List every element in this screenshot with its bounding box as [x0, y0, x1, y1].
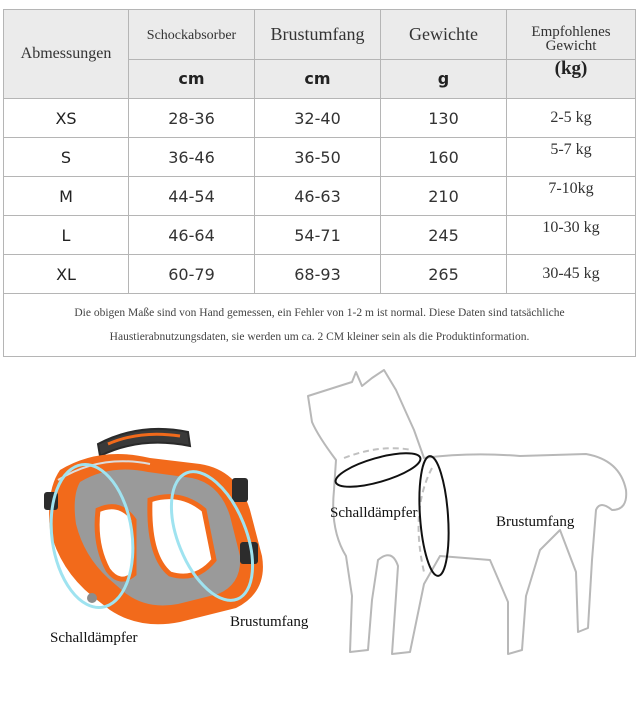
table-row [4, 99, 636, 138]
table-row [4, 138, 636, 177]
table-row [4, 177, 636, 216]
shock-value: 44-54 [129, 177, 255, 216]
unit-chest: cm [255, 60, 381, 99]
weight-value: 160 [381, 138, 507, 177]
header-shock-absorber: Schockabsorber [129, 10, 255, 60]
shock-value: 60-79 [129, 255, 255, 294]
illustration-area [0, 360, 640, 712]
recommended-value: 30-45 kg [507, 255, 636, 294]
table-row [4, 255, 636, 294]
weight-value: 130 [381, 99, 507, 138]
weight-value: 265 [381, 255, 507, 294]
size-label: M [4, 177, 129, 216]
size-label: XS [4, 99, 129, 138]
header-row [4, 10, 636, 60]
dog-neck-label: Schalldämpfer [330, 505, 418, 521]
shock-value: 28-36 [129, 99, 255, 138]
unit-weight: g [381, 60, 507, 99]
unit-shock-absorber: cm [129, 60, 255, 99]
harness-buckle [232, 478, 248, 502]
chest-value: 68-93 [255, 255, 381, 294]
harness-neck-label: Schalldämpfer [50, 630, 138, 646]
size-chart-table [3, 9, 636, 357]
harness-chest-label: Brustumfang [230, 614, 309, 630]
dog-chest-label: Brustumfang [496, 514, 575, 530]
size-label: S [4, 138, 129, 177]
size-label: XL [4, 255, 129, 294]
header-dimensions: Abmessungen [4, 10, 129, 99]
recommended-value: 5-7 kg [507, 138, 636, 177]
chest-value: 46-63 [255, 177, 381, 216]
dog-neck-ring [332, 446, 423, 493]
chest-value: 32-40 [255, 99, 381, 138]
table-row [4, 216, 636, 255]
unit-recommended: (kg) [507, 60, 636, 99]
header-recommended-weight: Empfohlenes Gewicht [507, 10, 636, 60]
header-chest: Brustumfang [255, 10, 381, 60]
chest-value: 36-50 [255, 138, 381, 177]
size-label: L [4, 216, 129, 255]
recommended-value: 10-30 kg [507, 216, 636, 255]
measurement-note: Die obigen Maße sind von Hand gemessen, ein Fehler von 1-2 m ist normal. Diese Daten sind tatsächliche Haustierabnutzungsdaten, sie werden um ca. 2 CM kleiner sein als die Produktinformation. [4, 294, 636, 357]
weight-value: 210 [381, 177, 507, 216]
recommended-value: 7-10kg [507, 177, 636, 216]
weight-value: 245 [381, 216, 507, 255]
chest-value: 54-71 [255, 216, 381, 255]
header-weight: Gewichte [381, 10, 507, 60]
shock-value: 36-46 [129, 138, 255, 177]
note-row [4, 294, 636, 357]
shock-value: 46-64 [129, 216, 255, 255]
harness-image [42, 429, 269, 624]
recommended-value: 2-5 kg [507, 99, 636, 138]
illustration-svg [0, 360, 640, 712]
